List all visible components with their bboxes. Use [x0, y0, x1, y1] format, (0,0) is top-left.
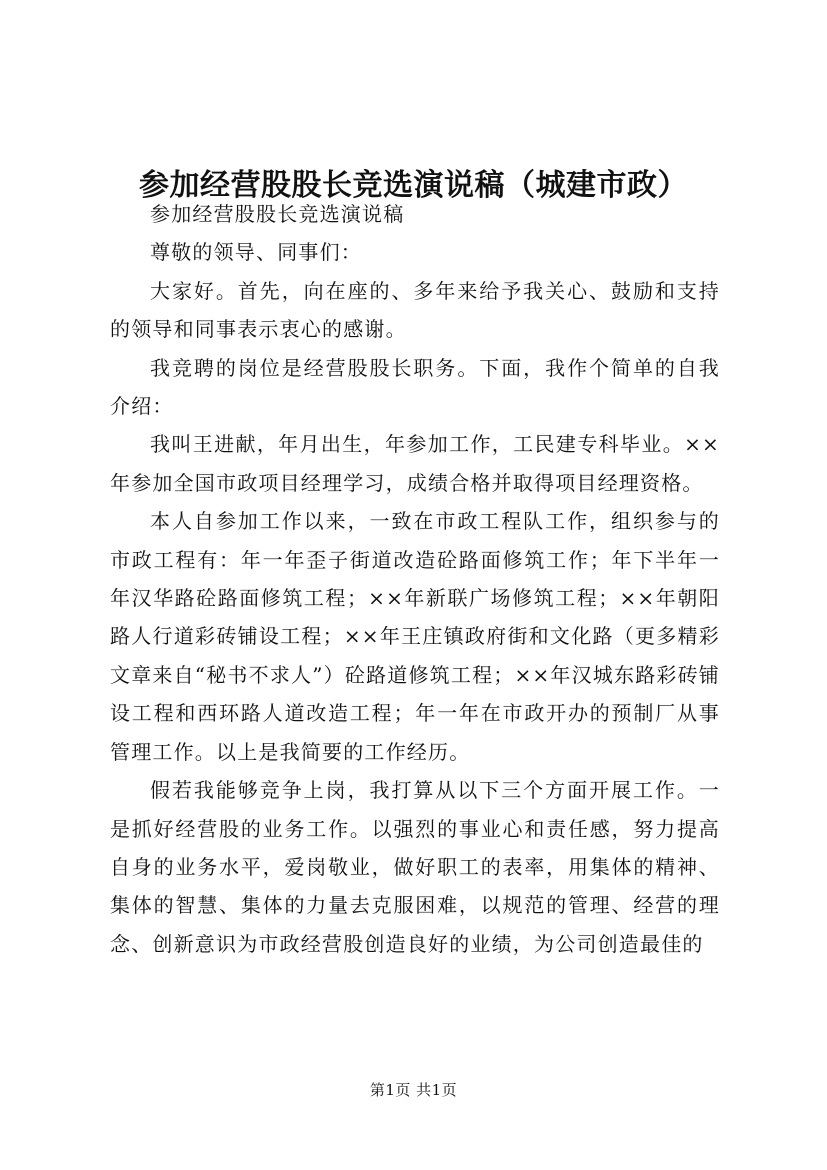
paragraph-subtitle: 参加经营股股长竞选演说稿: [150, 202, 405, 226]
paragraph-plan: 假若我能够竞争上岗，我打算从以下三个方面开展工作。一是抓好经营股的业务工作。以强烈的事业心和责任感，努力提高自身的业务水平，爱岗敬业，做好职工的表率，用集体的精神、集体的智慧、集体的力量去克服困难，以规范的管理、经营的理念、创新意识为市政经营股创造良好的业绩，为公司创造最佳的: [110, 778, 720, 956]
paragraph-position: 我竞聘的岗位是经营股股长职务。下面，我作个简单的自我介绍：: [110, 355, 720, 419]
paragraph-experience: 本人自参加工作以来，一致在市政工程队工作，组织参与的市政工程有：年一年歪子街道改造砼路面修筑工作；年下半年一年汉华路砼路面修筑工程；××年新联广场修筑工程；××年朝阳路人行道彩砖铺设工程；××年王庄镇政府街和文化路（更多精彩文章来自“秘书不求人”）砼路道修筑工程；××年汉城东路彩砖铺设工程和西环路人道改造工程；年一年在市政开办的预制厂从事管理工作。以上是我简要的工作经历。: [110, 509, 720, 764]
page-footer: 第1页 共1页: [369, 1081, 458, 1099]
paragraph-salutation: 尊敬的领导、同事们：: [150, 240, 362, 265]
paragraph-intro: 我叫王进献，年月出生，年参加工作，工民建专科毕业。××年参加全国市政项目经理学习，成绩合格并取得项目经理资格。: [110, 432, 720, 495]
paragraph-greeting: 大家好。首先，向在座的、多年来给予我关心、鼓励和支持的领导和同事表示衷心的感谢。: [110, 278, 720, 342]
document-title: 参加经营股股长竞选演说稿（城建市政）: [139, 168, 688, 204]
document-body: [110, 195, 720, 963]
